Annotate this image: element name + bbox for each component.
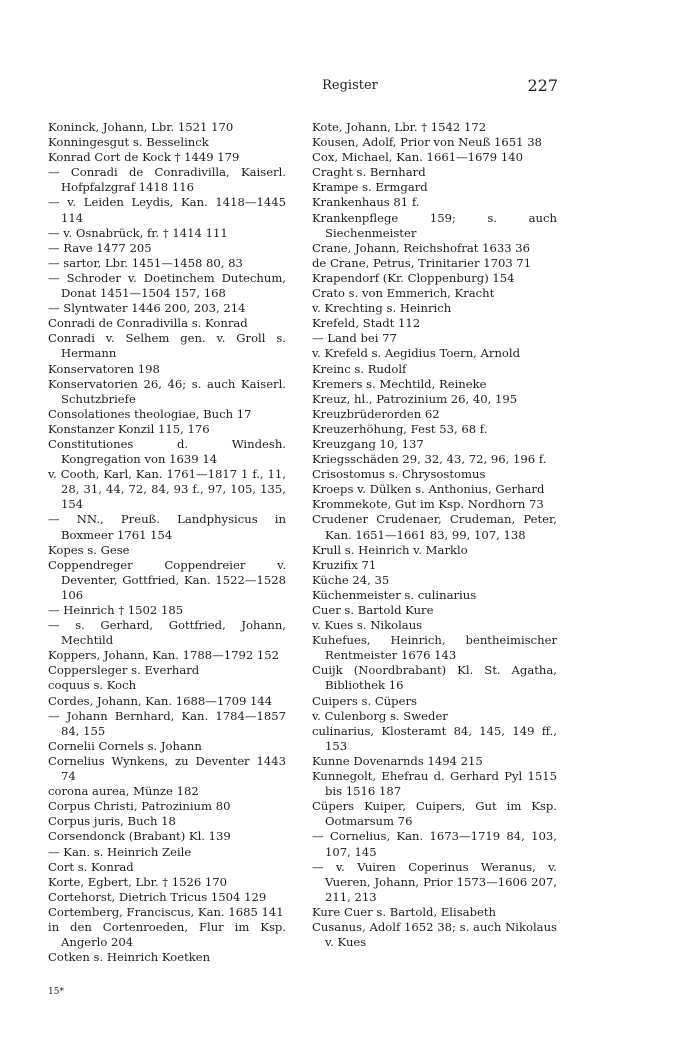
index-entry: Krefeld, Stadt 112 <box>312 316 421 331</box>
index-entry: Kreuzerhöhung, Fest 53, 68 f. <box>312 421 488 436</box>
page-number: 227 <box>527 76 558 95</box>
printer-signature: 15* <box>48 987 64 997</box>
index-entry: — Heinrich † 1502 185 <box>48 603 184 617</box>
running-header-title: Register <box>322 78 378 93</box>
index-entry: de Crane, Petrus, Trinitarier 1703 71 <box>312 255 532 270</box>
index-entry: — Land bei 77 <box>312 331 397 346</box>
index-entry: Kopes s. Gese <box>48 542 130 557</box>
index-entry: Crato s. von Emmerich, Kracht <box>312 286 495 301</box>
index-entry: Crane, Johann, Reichshofrat 1633 36 <box>312 240 531 255</box>
index-entry: Koninck, Johann, Lbr. 1521 170 <box>48 120 234 134</box>
index-column-right <box>312 120 557 950</box>
index-entry: Konningesgut s. Besselinck <box>48 135 209 150</box>
index-entry: Coppendreger Coppendreier v. Deventer, Gottfried, Kan. 1522—1528 106 <box>48 557 286 602</box>
index-entry: Kreuzbrüderorden 62 <box>312 406 440 421</box>
index-entry: Korte, Egbert, Lbr. † 1526 170 <box>48 874 228 889</box>
index-entry: Krankenhaus 81 f. <box>312 195 420 210</box>
index-entry: Cortemberg, Franciscus, Kan. 1685 141 <box>48 904 284 919</box>
index-entry: v. Cooth, Karl, Kan. 1761—1817 1 f., 11, 28, 31, 44, 72, 84, 93 f., 97, 105, 135, 154 <box>48 467 286 512</box>
index-entry: Küche 24, 35 <box>312 572 390 587</box>
index-entry: — Conradi de Conradivilla, Kaiserl. Hofpfalzgraf 1418 116 <box>48 165 286 195</box>
index-entry: Conradi de Conradivilla s. Konrad <box>48 316 248 331</box>
index-entry: Kreinc s. Rudolf <box>312 361 407 376</box>
index-entry: corona aurea, Münze 182 <box>48 784 199 799</box>
index-entry: v. Krechting s. Heinrich <box>312 301 452 316</box>
index-entry: — v. Osnabrück, fr. † 1414 111 <box>48 225 228 240</box>
index-entry: Koppers, Johann, Kan. 1788—1792 152 <box>48 648 280 663</box>
index-entry: v. Culenborg s. Sweder <box>312 708 448 723</box>
index-entry: — Johann Bernhard, Kan. 1784—1857 84, 155 <box>48 708 286 738</box>
index-entry: Kriegsschäden 29, 32, 43, 72, 96, 196 f. <box>312 452 547 467</box>
index-entry: Kreuz, hl., Patrozinium 26, 40, 195 <box>312 391 518 406</box>
index-entry: Cort s. Konrad <box>48 859 134 874</box>
index-entry: Konservatoren 198 <box>48 361 160 376</box>
index-entry: Cusanus, Adolf 1652 38; s. auch Nikolaus v. Kues <box>312 919 557 950</box>
index-entry: Coppersleger s. Everhard <box>48 663 200 678</box>
index-entry: Cox, Michael, Kan. 1661—1679 140 <box>312 150 523 165</box>
index-entry: Konstanzer Konzil 115, 176 <box>48 421 210 436</box>
index-entry: Cuipers s. Cüpers <box>312 693 417 708</box>
index-entry: Corsendonck (Brabant) Kl. 139 <box>48 829 231 844</box>
index-entry: coquus s. Koch <box>48 678 137 693</box>
index-entry: — Kan. s. Heinrich Zeile <box>48 844 192 859</box>
index-entry: Cotken s. Heinrich Koetken <box>48 950 211 965</box>
index-entry: Corpus Christi, Patrozinium 80 <box>48 799 231 814</box>
index-entry: — sartor, Lbr. 1451—1458 80, 83 <box>48 255 243 270</box>
index-entry: — Cornelius, Kan. 1673—1719 84, 103, 107, 145 <box>312 829 557 859</box>
index-entry: v. Kues s. Nikolaus <box>312 618 423 633</box>
index-entry: Krampe s. Ermgard <box>312 180 428 195</box>
index-entry: — s. Gerhard, Gottfried, Johann, Mechtild <box>48 618 286 648</box>
index-entry: Constitutiones d. Windesh. Kongregation von 1639 14 <box>48 436 286 467</box>
index-entry: Kuhefues, Heinrich, bentheimischer Rentmeister 1676 143 <box>312 633 557 663</box>
index-entry: Konrad Cort de Kock † 1449 179 <box>48 150 240 165</box>
index-entry: Küchenmeister s. culinarius <box>312 587 477 602</box>
index-entry: — Rave 1477 205 <box>48 240 152 255</box>
index-entry: Kruzifix 71 <box>312 557 377 572</box>
index-entry: Crudener Crudenaer, Crudeman, Peter, Kan. 1651—1661 83, 99, 107, 138 <box>312 512 557 542</box>
index-entry: Krommekote, Gut im Ksp. Nordhorn 73 <box>312 497 544 512</box>
index-entry: culinarius, Klosteramt 84, 145, 149 ff., 153 <box>312 723 557 753</box>
index-entry: Crisostomus s. Chrysostomus <box>312 467 486 482</box>
index-entry: Cordes, Johann, Kan. 1688—1709 144 <box>48 693 273 708</box>
index-entry: Cornelii Cornels s. Johann <box>48 738 202 753</box>
index-entry: Kure Cuer s. Bartold, Elisabeth <box>312 904 496 919</box>
index-entry: Craght s. Bernhard <box>312 165 426 180</box>
index-entry: Cuijk (Noordbrabant) Kl. St. Agatha, Bibliothek 16 <box>312 663 557 693</box>
index-entry: — Slyntwater 1446 200, 203, 214 <box>48 301 246 316</box>
index-entry: Kousen, Adolf, Prior von Neuß 1651 38 <box>312 135 542 150</box>
index-entry: Konservatorien 26, 46; s. auch Kaiserl. Schutzbriefe <box>48 376 286 406</box>
index-entry: Kunnegolt, Ehefrau d. Gerhard Pyl 1515 bis 1516 187 <box>312 769 557 799</box>
index-entry: — v. Vuiren Coperinus Weranus, v. Vueren, Johann, Prior 1573—1606 207, 211, 213 <box>312 859 557 904</box>
index-entry: Corpus juris, Buch 18 <box>48 814 176 829</box>
index-entry: Kunne Dovenarnds 1494 215 <box>312 753 483 768</box>
index-entry: v. Krefeld s. Aegidius Toern, Arnold <box>312 346 521 361</box>
index-entry: Kote, Johann, Lbr. † 1542 172 <box>312 120 487 134</box>
index-entry: Kremers s. Mechtild, Reineke <box>312 376 487 391</box>
index-entry: Cüpers Kuiper, Cuipers, Gut im Ksp. Ootmarsum 76 <box>312 799 557 829</box>
index-entry: Cornelius Wynkens, zu Deventer 1443 74 <box>48 753 286 784</box>
index-entry: Krankenpflege 159; s. auch Siechenmeister <box>312 210 557 240</box>
index-entry: Cortehorst, Dietrich Tricus 1504 129 <box>48 889 267 904</box>
index-entry: — v. Leiden Leydis, Kan. 1418—1445 114 <box>48 195 286 225</box>
index-entry: Krapendorf (Kr. Cloppenburg) 154 <box>312 270 515 285</box>
index-entry: Cuer s. Bartold Kure <box>312 603 434 617</box>
index-entry: Krull s. Heinrich v. Marklo <box>312 542 468 557</box>
index-entry: Consolationes theologiae, Buch 17 <box>48 406 252 421</box>
index-column-left <box>48 120 286 965</box>
index-entry: Conradi v. Selhem gen. v. Groll s. Hermann <box>48 331 286 361</box>
index-entry: in den Cortenroeden, Flur im Ksp. Angerlo 204 <box>48 919 286 950</box>
index-entry: Kroeps v. Dülken s. Anthonius, Gerhard <box>312 482 545 497</box>
index-entry: — Schroder v. Doetinchem Dutechum, Donat 1451—1504 157, 168 <box>48 270 286 301</box>
index-entry: Kreuzgang 10, 137 <box>312 436 424 451</box>
index-entry: — NN., Preuß. Landphysicus in Boxmeer 1761 154 <box>48 512 286 542</box>
